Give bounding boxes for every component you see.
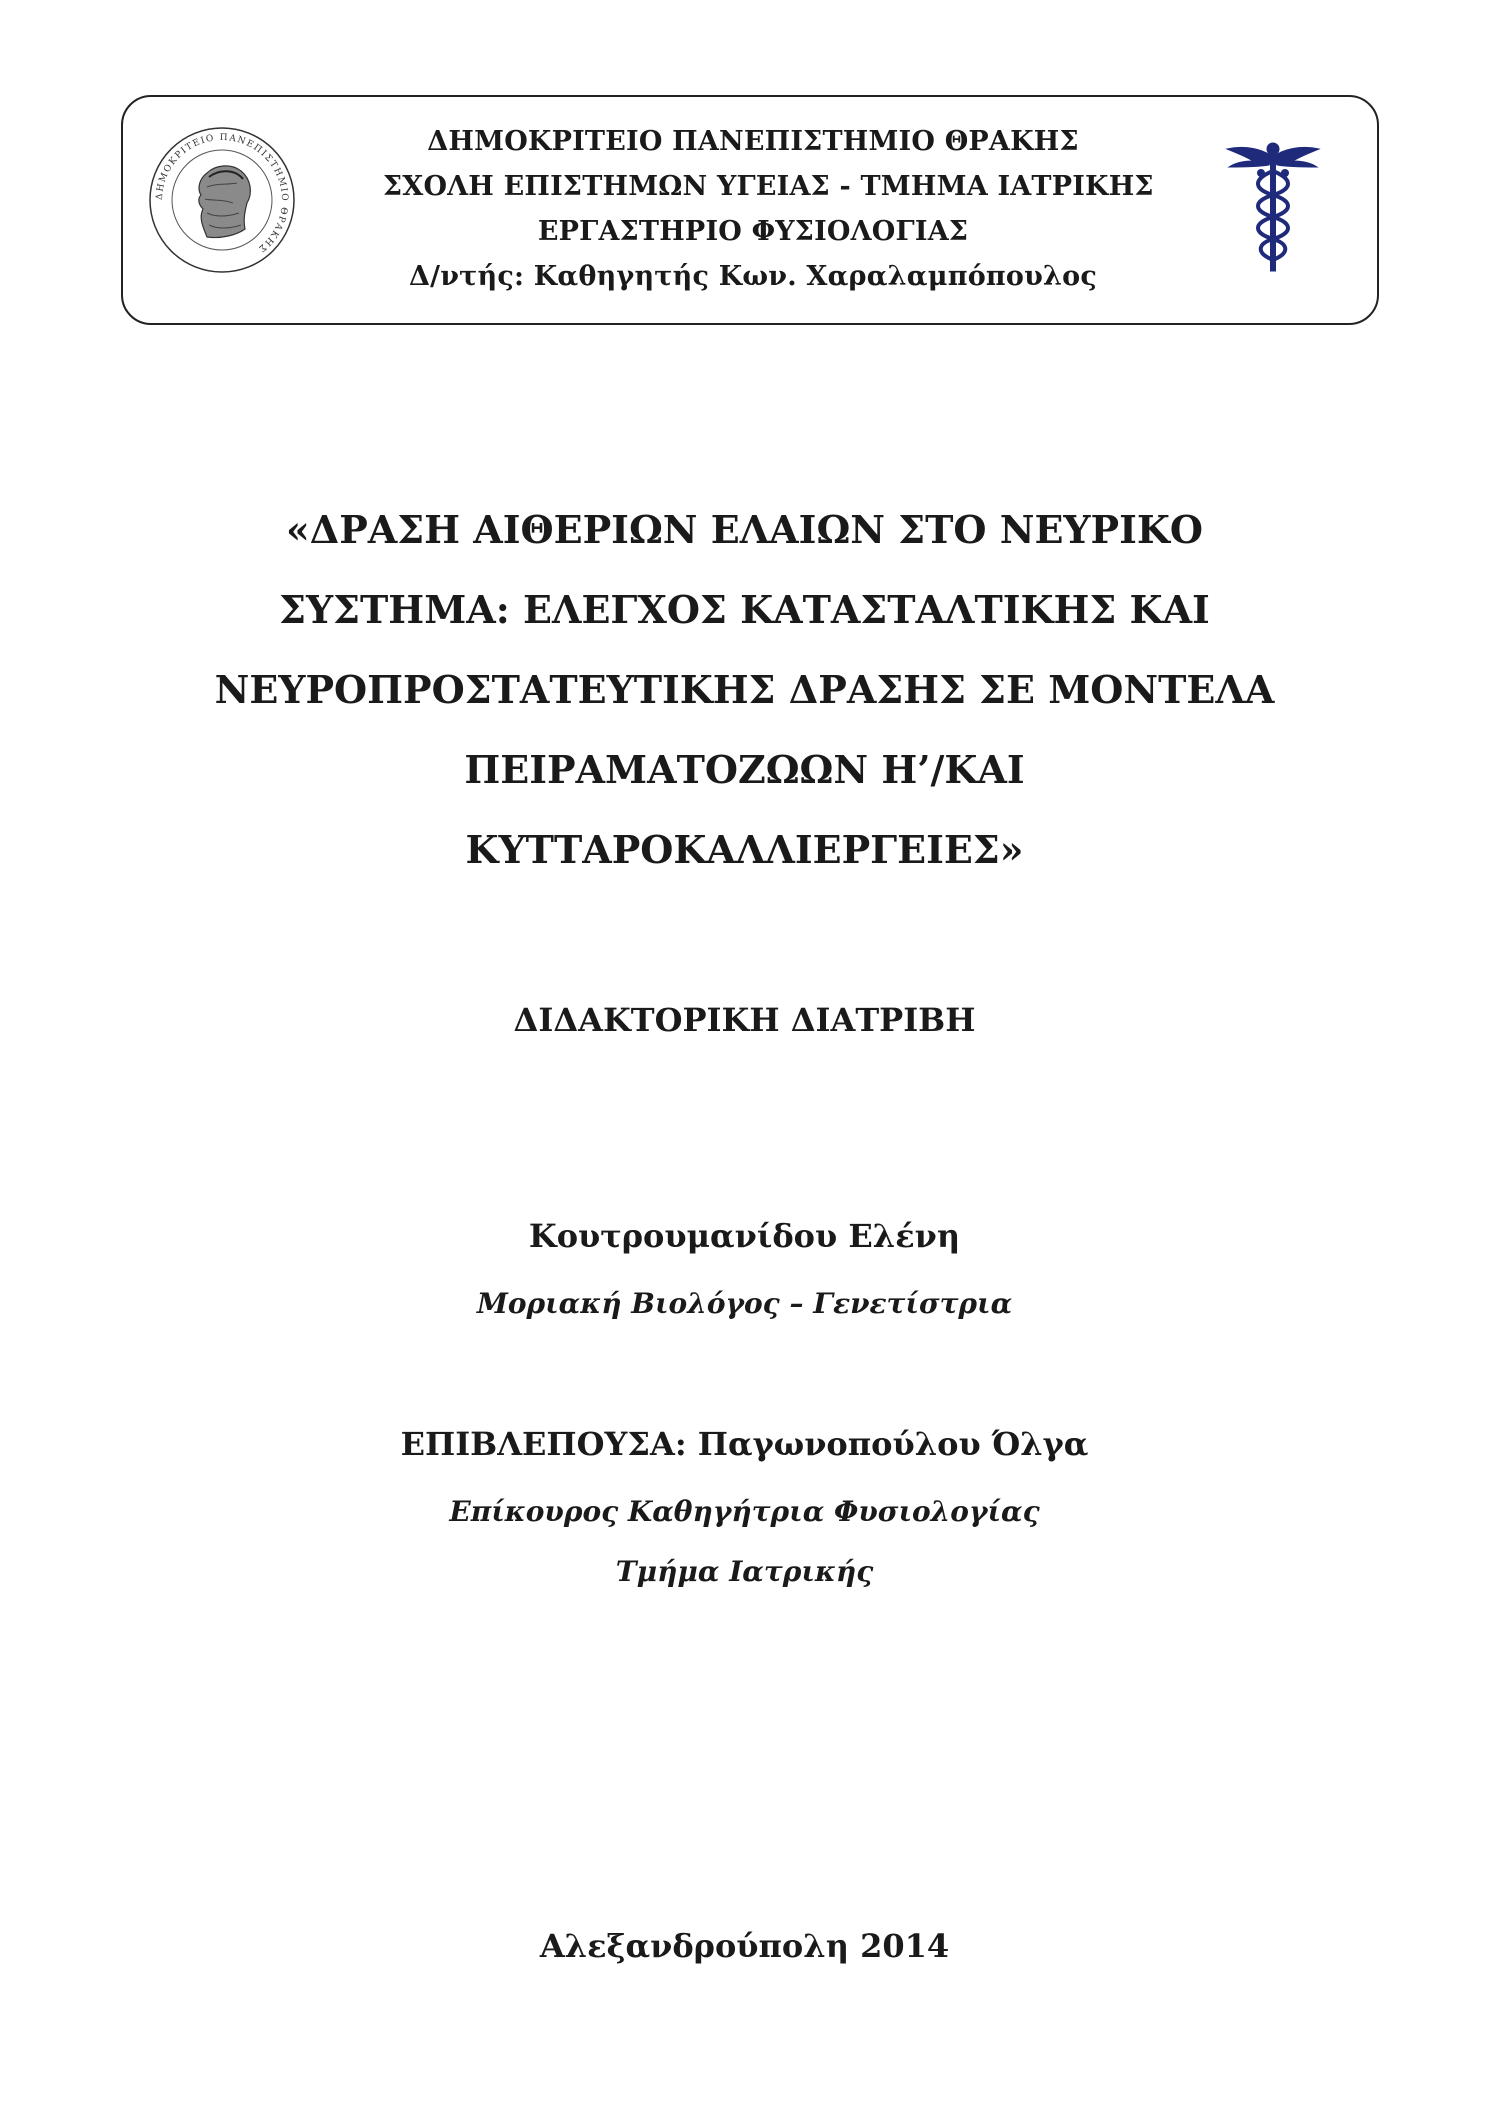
supervisor-department: Τμήμα Ιατρικής [615,1555,874,1588]
university-seal-icon [147,125,297,275]
school-name: ΣΧΟΛΗ ΕΠΙΣΤΗΜΩΝ ΥΓΕΙΑΣ - ΤΜΗΜΑ ΙΑΤΡΙΚΗΣ [383,171,1154,202]
title-line: ΚΥΤΤΑΡΟΚΑΛΛΙΕΡΓΕΙΕΣ» [465,827,1024,872]
lab-name: ΕΡΓΑΣΤΗΡΙΟ ΦΥΣΙΟΛΟΓΙΑΣ [537,216,969,247]
author-name: Κουτρουμανίδου Ελένη [528,1217,961,1255]
title-line: ΣΥΣΤΗΜΑ: ΕΛΕΓΧΟΣ ΚΑΤΑΣΤΑΛΤΙΚΗΣ ΚΑΙ [279,587,1210,632]
header-text [383,119,1154,299]
title-line: ΠΕΙΡΑΜΑΤΟΖΩΩΝ Η’/ΚΑΙ [464,747,1025,792]
seal-text: ΔΗΜΟΚΡΙΤΕΙΟ ΠΑΝΕΠΙΣΤΗΜΙΟ ΘΡΑΚΗΣ [154,132,290,255]
title-line: «ΔΡΑΣΗ ΑΙΘΕΡΙΩΝ ΕΛΑΙΩΝ ΣΤΟ ΝΕΥΡΙΚΟ [285,507,1204,552]
supervisor-title: Επίκουρος Καθηγήτρια Φυσιολογίας [449,1495,1040,1528]
lab-director: Δ/ντής: Καθηγητής Κων. Χαραλαμπόπουλος [408,261,1098,292]
caduceus-icon [1223,127,1323,277]
supervisor-name: ΕΠΙΒΛΕΠΟΥΣΑ: Παγωνοπούλου Όλγα [400,1425,1089,1463]
university-name: ΔΗΜΟΚΡΙΤΕΙΟ ΠΑΝΕΠΙΣΤΗΜΙΟ ΘΡΑΚΗΣ [427,126,1079,157]
title-line: ΝΕΥΡΟΠΡΟΣΤΑΤΕΥΤΙΚΗΣ ΔΡΑΣΗΣ ΣΕ ΜΟΝΤΕΛΑ [214,667,1275,712]
place-and-year: Αλεξανδρούπολη 2014 [539,1927,950,1965]
author-role: Μοριακή Βιολόγος – Γενετίστρια [476,1287,1013,1320]
thesis-title [100,490,1389,890]
header-box [121,95,1379,325]
document-type: ΔΙΔΑΚΤΟΡΙΚΗ ΔΙΑΤΡΙΒΗ [513,1001,976,1039]
